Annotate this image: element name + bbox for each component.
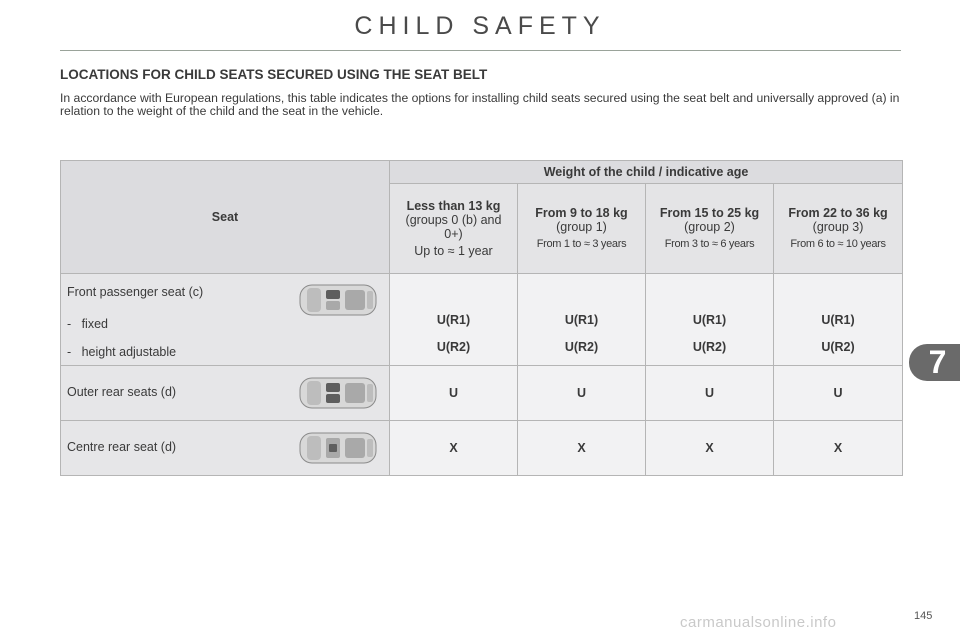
value-fixed: U(R1) xyxy=(436,313,471,327)
column-group: (group 1) xyxy=(556,220,607,234)
centre-rear-cell: X xyxy=(646,421,774,476)
title-divider xyxy=(60,50,901,51)
outer-rear-cell: U xyxy=(774,366,903,421)
section-heading: LOCATIONS FOR CHILD SEATS SECURED USING THE SEAT BELT xyxy=(60,67,488,82)
page-number: 145 xyxy=(914,610,933,622)
value-fixed: U(R1) xyxy=(821,313,855,327)
centre-rear-cell: X xyxy=(774,421,903,476)
column-group: (groups 0 (b) and 0+) xyxy=(405,213,502,241)
car-front-seat-icon xyxy=(299,282,377,318)
outer-rear-cell: U xyxy=(390,366,518,421)
row-centre-rear-seat xyxy=(61,421,390,476)
centre-rear-cell: X xyxy=(518,421,646,476)
car-outer-rear-seats-icon xyxy=(299,375,377,411)
column-age: Up to ≈ 1 year xyxy=(414,244,493,258)
outer-rear-cell: U xyxy=(646,366,774,421)
column-weight: Less than 13 kg xyxy=(406,199,501,213)
value-adjustable: U(R2) xyxy=(564,340,599,354)
intro-paragraph: In accordance with European regulations, this table indicates the options for installing child seats secured using the seat belt and universally approved (a) in relation to the weight of the child and the seat in the vehicle. xyxy=(60,91,900,118)
row-outer-rear-seats xyxy=(61,366,390,421)
value-fixed: U(R1) xyxy=(692,313,727,327)
page-title: CHILD SAFETY xyxy=(354,12,606,40)
seat-label: Front passenger seat (c) xyxy=(67,285,204,299)
outer-rear-cell: U xyxy=(518,366,646,421)
column-weight: From 9 to 18 kg xyxy=(535,206,628,220)
car-centre-rear-seat-icon xyxy=(299,430,377,466)
value-fixed: U(R1) xyxy=(564,313,599,327)
seat-label: Outer rear seats (d) xyxy=(67,385,177,399)
column-header-2 xyxy=(518,184,646,274)
weight-group-header: Weight of the child / indicative age xyxy=(390,161,903,184)
front-seat-cell xyxy=(646,274,774,366)
value-adjustable: U(R2) xyxy=(436,340,471,354)
column-group: (group 2) xyxy=(684,220,735,234)
centre-rear-cell: X xyxy=(390,421,518,476)
seat-sub-label: - fixed xyxy=(67,317,108,331)
value-adjustable: U(R2) xyxy=(821,340,855,354)
row-front-passenger-seat xyxy=(61,274,390,366)
seat-column-header: Seat xyxy=(61,161,390,274)
front-seat-cell xyxy=(774,274,903,366)
column-age: From 6 to ≈ 10 years xyxy=(790,238,886,250)
column-header-1 xyxy=(390,184,518,274)
chapter-tab: 7 xyxy=(909,344,960,381)
column-weight: From 15 to 25 kg xyxy=(659,206,760,220)
seat-label: Centre rear seat (d) xyxy=(67,440,177,454)
column-header-3 xyxy=(646,184,774,274)
seat-sub-label: - height adjustable xyxy=(67,345,177,359)
front-seat-cell xyxy=(518,274,646,366)
column-age: From 1 to ≈ 3 years xyxy=(536,238,627,250)
value-adjustable: U(R2) xyxy=(692,340,727,354)
column-weight: From 22 to 36 kg xyxy=(788,206,888,220)
front-seat-cell xyxy=(390,274,518,366)
column-header-4 xyxy=(774,184,903,274)
column-group: (group 3) xyxy=(812,220,864,234)
column-age: From 3 to ≈ 6 years xyxy=(664,238,755,250)
child-seat-table xyxy=(60,160,903,476)
watermark-text: carmanualsonline.info xyxy=(680,614,837,631)
